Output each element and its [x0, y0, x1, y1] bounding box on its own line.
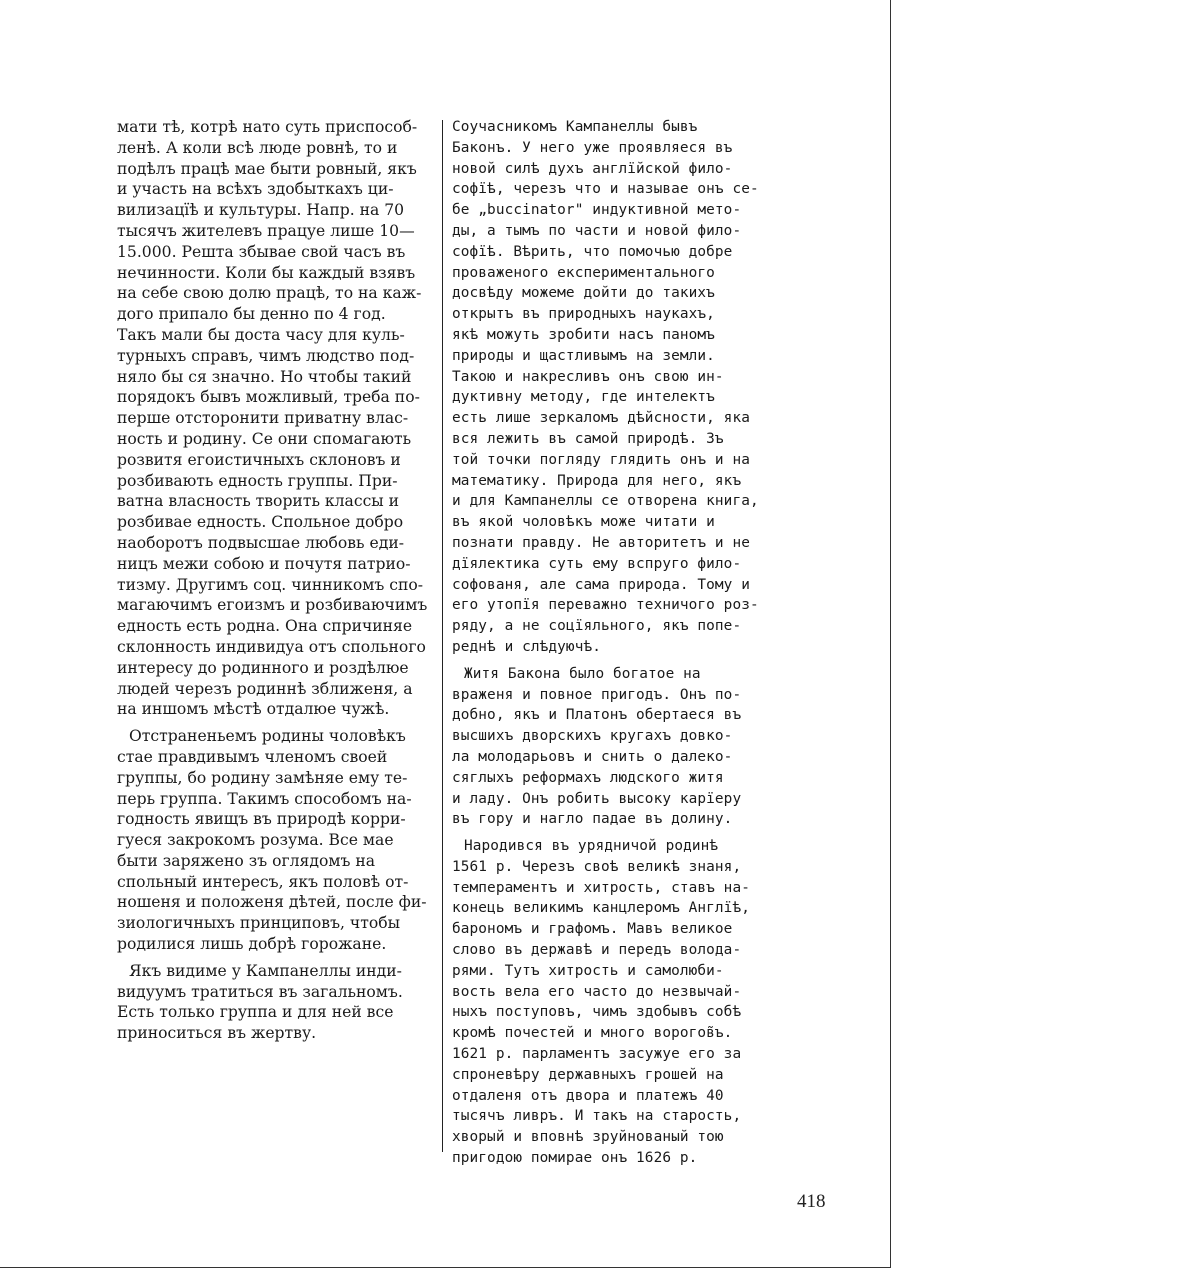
- text-line: зиологичныхъ принциповъ, чтобы: [117, 914, 401, 933]
- text-line: перше отсторонити приватну влас-: [117, 409, 409, 428]
- text-line: реднѣ и слѣдуючѣ.: [452, 638, 601, 655]
- text-line: вилизацїѣ и культуры. Напр. на 70: [117, 201, 405, 220]
- text-line: пригодою помирае онъ 1626 р.: [452, 1150, 698, 1167]
- text-line: розбивае едность. Спольное добро: [117, 513, 404, 532]
- text-line: математику. Природа для него, якъ: [452, 472, 742, 489]
- text-line: въ якой чоловѣкъ може читати и: [452, 514, 715, 531]
- text-line: ватна власность творить классы и: [117, 492, 400, 511]
- text-line: приноситься въ жертву.: [117, 1024, 317, 1043]
- text-line: Такъ мали бы доста часу для куль-: [117, 325, 405, 344]
- text-line: ницъ межи собою и почутя патрио-: [117, 554, 411, 573]
- text-line: тизму. Другимъ соц. чинникомъ спо-: [117, 575, 424, 594]
- paragraph: [452, 836, 788, 1169]
- text-line: вся лежить въ самой природѣ. Зъ: [452, 430, 724, 447]
- text-line: и участь на всѣхъ здобыткахъ ци-: [117, 180, 394, 199]
- text-line: открытъ въ природныхъ наукахъ,: [452, 306, 715, 323]
- paragraph: [117, 117, 428, 720]
- text-line: отдаленя отъ двора и платежъ 40: [452, 1087, 724, 1104]
- text-line: барономъ и графомъ. Мавъ великое: [452, 921, 733, 938]
- text-line: розбивають едность группы. При-: [117, 471, 398, 490]
- text-line: сяглыхъ реформахъ людского житя: [452, 769, 724, 786]
- text-line: Соучасникомъ Кампанеллы бывъ: [452, 119, 698, 135]
- text-line: на себе свою долю працѣ, то на каж-: [117, 284, 422, 303]
- text-line: ность и родину. Се они спомагають: [117, 429, 412, 448]
- text-line: стае правдивымъ членомъ своей: [117, 747, 388, 766]
- text-line: софїѣ, черезъ что и называе онъ се-: [452, 181, 759, 198]
- paragraph: [117, 961, 428, 1044]
- text-line: высшихъ дворскихъ кругахъ довко-: [452, 728, 733, 745]
- text-line: познати правду. Не авторитетъ и не: [452, 534, 750, 551]
- text-line: досвѣду можеме дойти до такихъ: [452, 285, 715, 302]
- text-line: Есть только группа и для ней все: [117, 1003, 394, 1022]
- paragraph: [117, 726, 428, 955]
- text-line: мати тѣ, котрѣ нато суть приспособ-: [117, 118, 418, 136]
- paragraph: [452, 664, 788, 830]
- left-text-column: [117, 117, 428, 1050]
- text-line: няло бы ся значно. Но чтобы такий: [117, 367, 412, 386]
- text-line: тысячъ ливръ. И такъ на старость,: [452, 1108, 742, 1125]
- text-line: якѣ можуть зробити насъ паномъ: [452, 326, 715, 343]
- text-line: спроневѣру державныхъ грошей на: [452, 1066, 724, 1083]
- text-line: Отстраненьемъ родины чоловѣкъ: [129, 727, 406, 746]
- text-line: 1561 р. Черезъ своѣ великѣ знаня,: [452, 858, 742, 875]
- text-line: Народився въ урядничой родинѣ: [464, 838, 719, 855]
- text-line: годность явищъ въ природѣ корри-: [117, 810, 406, 829]
- text-line: турныхъ справъ, чимъ людство под-: [117, 346, 415, 365]
- text-line: перь группа. Такимъ способомъ на-: [117, 789, 412, 808]
- text-line: ленѣ. А коли всѣ люде ровнѣ, то и: [117, 138, 398, 157]
- text-line: Баконъ. У него уже проявляеся въ: [452, 139, 733, 156]
- text-line: природы и щастливымъ на земли.: [452, 347, 715, 364]
- text-line: той точки погляду глядить онъ и на: [452, 451, 750, 468]
- text-line: новой силѣ духъ англїйской фило-: [452, 160, 733, 177]
- text-line: гуеся закрокомъ розума. Все мае: [117, 831, 394, 850]
- text-line: 15.000. Решта збывае свой часъ въ: [117, 242, 406, 261]
- text-line: дуктивну методу, где интелектъ: [452, 389, 715, 406]
- right-text-column: [452, 117, 788, 1175]
- text-line: 1621 р. парламентъ засужуе его за: [452, 1046, 742, 1063]
- text-line: Такою и накресливъ онъ свою ин-: [452, 368, 724, 385]
- page-number: 418: [797, 1191, 826, 1212]
- text-line: бе „buccinator" индуктивной мето-: [452, 202, 742, 219]
- text-line: Якъ видиме у Кампанеллы инди-: [129, 961, 402, 980]
- text-line: видуумъ тратиться въ загальномъ.: [117, 982, 403, 1001]
- text-line: есть лише зеркаломъ дѣйсности, яка: [452, 410, 750, 427]
- text-line: кромѣ почестей и много ворогов̃ъ.: [452, 1025, 733, 1042]
- column-divider: [442, 120, 443, 1152]
- text-line: склонность индивидуа отъ спольного: [117, 637, 426, 656]
- text-line: интересу до родинного и роздѣлюе: [117, 658, 409, 677]
- text-line: быти заряжено зъ оглядомъ на: [117, 851, 376, 870]
- text-line: ряду, а не соцїяльного, якъ попе-: [452, 618, 742, 635]
- text-line: родилися лишь добрѣ горожане.: [117, 935, 387, 954]
- text-line: спольный интересъ, якъ половѣ от-: [117, 872, 409, 891]
- text-line: и ладу. Онъ робить высоку карїеру: [452, 790, 742, 807]
- text-line: тысячъ жителевъ працуе лише 10—: [117, 221, 415, 240]
- text-line: темпераментъ и хитрость, ставъ на-: [452, 879, 750, 896]
- text-line: ды, а тымъ по части и новой фило-: [452, 222, 742, 239]
- text-line: нечинности. Коли бы каждый взявъ: [117, 263, 416, 282]
- text-line: софїѣ. Вѣрить, что помочью добре: [452, 243, 733, 260]
- text-line: едность есть родна. Она спричиняе: [117, 617, 413, 636]
- text-line: въ гору и нагло падае въ долину.: [452, 811, 733, 828]
- text-line: Житя Бакона было богатое на: [464, 665, 701, 682]
- text-line: дого припало бы денно по 4 год.: [117, 305, 386, 324]
- text-line: дїялектика суть ему вспруго фило-: [452, 555, 742, 572]
- text-line: рями. Тутъ хитрость и самолюби-: [452, 962, 724, 979]
- text-line: вость вела его часто до незвычай-: [452, 983, 742, 1000]
- text-line: подѣлъ працѣ мае быти ровный, якъ: [117, 159, 417, 178]
- text-line: конець великимъ канцлеромъ Англїѣ,: [452, 900, 750, 917]
- text-line: наоборотъ подвысшае любовь еди-: [117, 533, 404, 552]
- text-line: на иншомъ мѣстѣ отдалюе чужѣ.: [117, 700, 390, 719]
- text-line: слово въ державѣ и передъ волода-: [452, 942, 742, 959]
- text-line: проваженого експериментального: [452, 264, 715, 281]
- text-line: добно, якъ и Платонъ обертаеся въ: [452, 707, 742, 724]
- text-line: софованя, але сама природа. Тому и: [452, 576, 750, 593]
- text-line: ношеня и положеня дѣтей, после фи-: [117, 893, 427, 912]
- text-line: ныхъ поступовъ, чимъ здобывъ собѣ: [452, 1004, 742, 1021]
- text-line: порядокъ бывъ можливый, треба по-: [117, 388, 420, 407]
- text-line: людей черезъ родиннѣ зближеня, а: [117, 679, 413, 698]
- text-line: магаючимъ егоизмъ и розбиваючимъ: [117, 596, 428, 615]
- text-line: и для Кампанеллы се отворена книга,: [452, 493, 759, 510]
- text-line: хворый и вповнѣ зруйнованый тою: [452, 1129, 724, 1146]
- text-line: ла молодарьовъ и снить о далеко-: [452, 748, 733, 765]
- text-line: группы, бо родину замѣняе ему те-: [117, 768, 408, 787]
- paragraph: [452, 117, 788, 658]
- text-line: розвитя егоистичныхъ склоновъ и: [117, 450, 401, 469]
- text-line: его утопїя переважно техничого роз-: [452, 597, 759, 614]
- text-line: враженя и повное пригодъ. Онъ по-: [452, 686, 742, 703]
